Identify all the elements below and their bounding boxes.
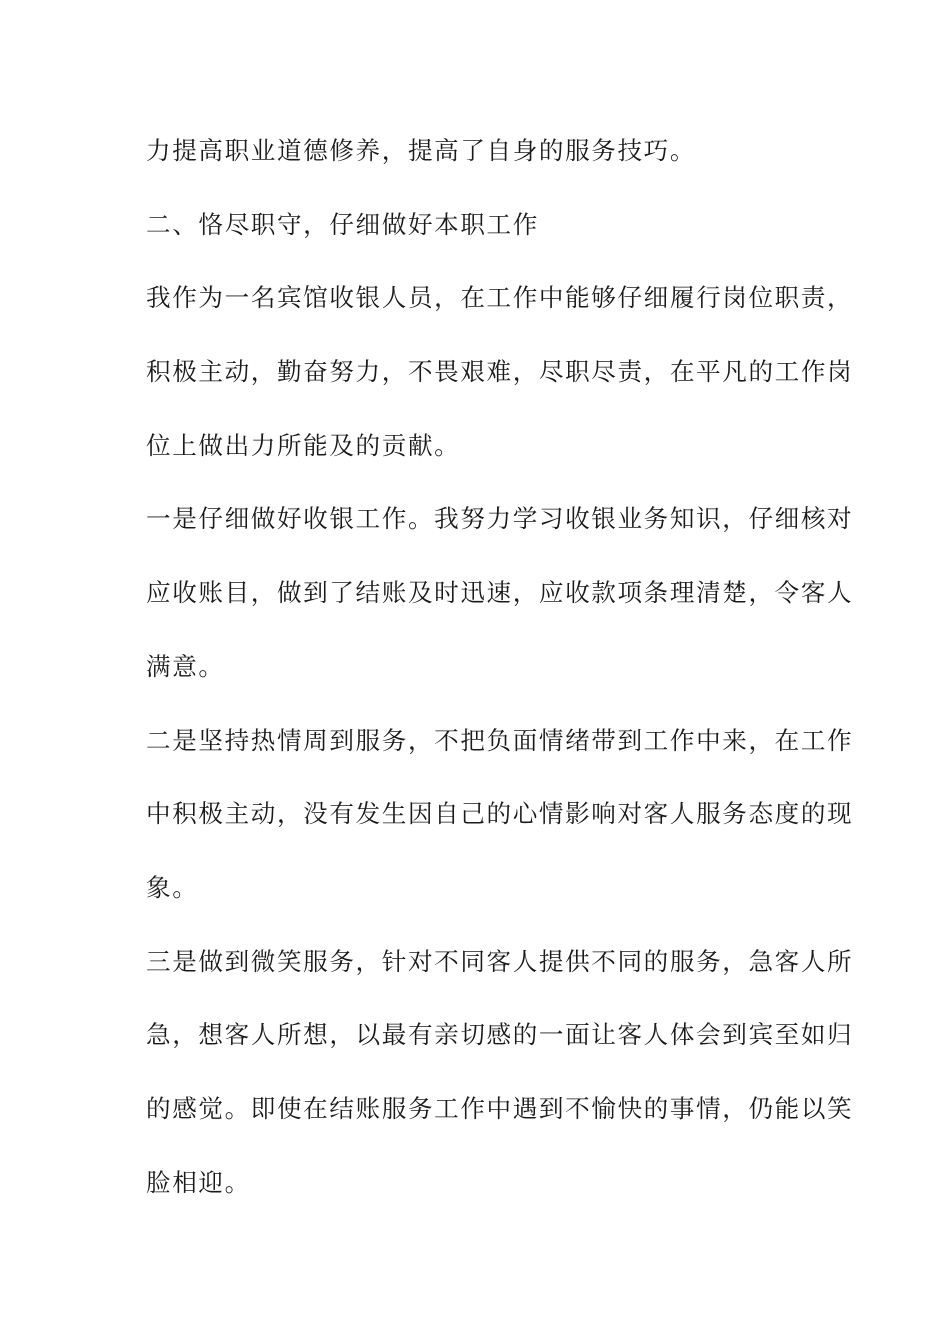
text-line: 二是坚持热情周到服务，不把负面情绪带到工作中来，在工作 xyxy=(146,725,854,755)
text-line: 力提高职业道德修养，提高了自身的服务技巧。 xyxy=(146,136,697,165)
text-line: 一是仔细做好收银工作。我努力学习收银业务知识，仔细核对 xyxy=(146,504,854,534)
text-line: 三是做到微笑服务，针对不同客人提供不同的服务，急客人所 xyxy=(146,946,854,976)
text-line: 我作为一名宾馆收银人员，在工作中能够仔细履行岗位职责， xyxy=(146,283,854,313)
text-line: 积极主动，勤奋努力，不畏艰难，尽职尽责，在平凡的工作岗 xyxy=(146,357,854,387)
text-line: 的感觉。即使在结账服务工作中遇到不愉快的事情，仍能以笑 xyxy=(146,1093,854,1123)
text-line: 应收账目，做到了结账及时迅速，应收款项条理清楚，令客人 xyxy=(146,578,854,608)
text-line: 象。 xyxy=(146,872,199,902)
text-line: 脸相迎。 xyxy=(146,1167,251,1197)
document-body xyxy=(146,128,854,1233)
section-heading: 二、恪尽职守，仔细做好本职工作 xyxy=(146,209,539,239)
text-line: 急，想客人所想，以最有亲切感的一面让客人体会到宾至如归 xyxy=(146,1020,854,1050)
text-line: 满意。 xyxy=(146,651,225,681)
text-line: 位上做出力所能及的贡献。 xyxy=(146,430,461,460)
text-line: 中积极主动，没有发生因自己的心情影响对客人服务态度的现 xyxy=(146,799,854,829)
